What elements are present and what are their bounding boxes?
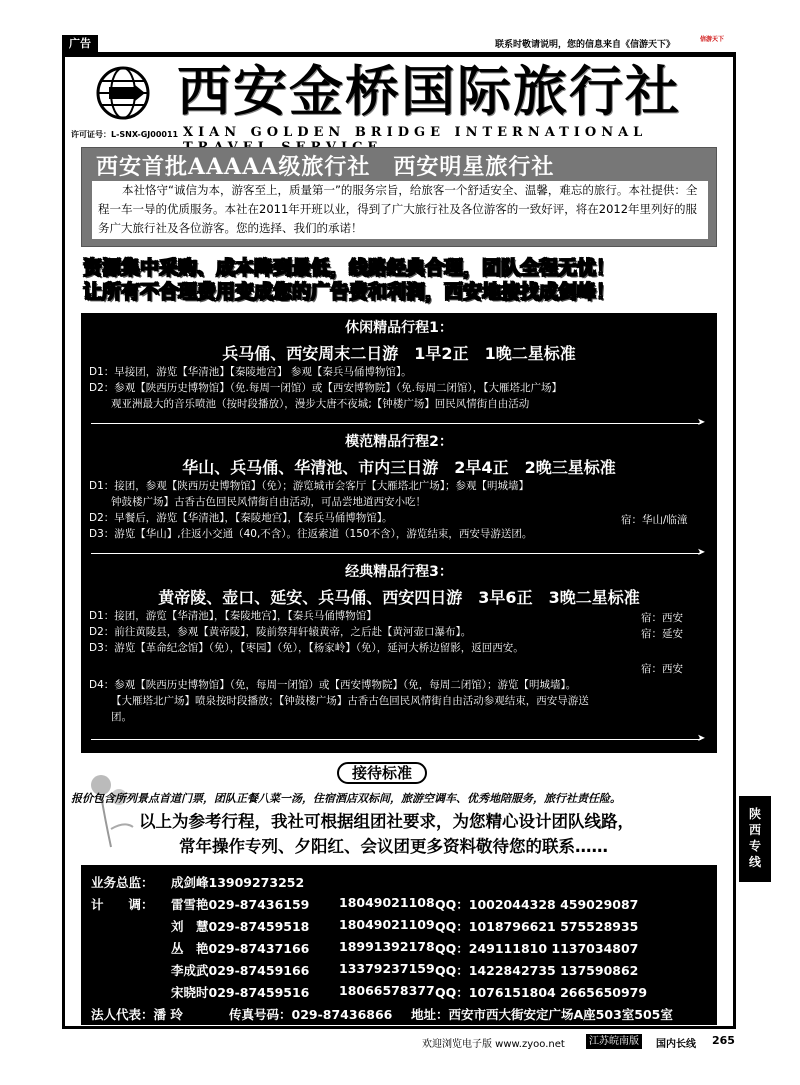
page-footer bbox=[380, 1034, 800, 1050]
trip3-line: 【大雁塔北广场】喷泉按时段播放；【钟鼓楼广场】古香古色回民风情街自由活动参观结束，西安导游送 bbox=[111, 695, 589, 707]
trip2-line: D3：游览【华山】,往返小交通（40,不含）。往返索道（150不含），游览结束，西安导游送团。 bbox=[89, 528, 533, 540]
planner-qq: QQ：1002044328 459029087 bbox=[435, 897, 639, 912]
trip3-section-title: 经典精品行程3： bbox=[345, 564, 453, 580]
director-label: 业务总监： bbox=[91, 875, 154, 890]
planner-mobile: 18066578377 bbox=[339, 983, 435, 998]
footer-section: 国内长线 bbox=[656, 1039, 696, 1050]
arrow-icon: ➤ bbox=[697, 547, 706, 558]
address: 地址：西安市西大街安定广场A座503室505室 bbox=[411, 1007, 673, 1022]
magazine-logo: 信游天下 bbox=[700, 36, 725, 43]
standard-text: 报价包含所列景点首道门票，团队正餐八菜一汤，住宿酒店双标间，旅游空调车、优秀地陪服务，旅行社责任险。 bbox=[71, 792, 621, 805]
director-contact: 成剑峰13909273252 bbox=[171, 875, 305, 890]
header bbox=[65, 57, 733, 149]
trip2-line: 钟鼓楼广场】古香古色回民风情街自由活动，可品尝地道西安小吃！ bbox=[111, 496, 426, 508]
planner-name-phone: 刘 慧029-87459518 bbox=[171, 919, 310, 934]
planner-mobile: 18049021108 bbox=[339, 895, 435, 910]
planner-name-phone: 雷雪艳029-87436159 bbox=[171, 897, 310, 912]
fax-number: 传真号码：029-87436866 bbox=[229, 1007, 393, 1022]
trip2-line: D1：接团，参观【陕西历史博物馆】（免）；游览城市会客厅【大雁塔北广场】；参观【明城墙】 bbox=[89, 480, 530, 492]
legal-rep: 法人代表：潘 玲 bbox=[91, 1007, 183, 1022]
trip3-line: D2：前往黄陵县，参观【黄帝陵】，陵前祭拜轩辕黄帝，之后赴【黄河壶口瀑布】。 bbox=[89, 626, 472, 638]
trip-divider bbox=[91, 553, 701, 554]
ad-frame bbox=[62, 54, 736, 1029]
section-side-tab bbox=[739, 796, 771, 882]
trip1-line: D1：早接团，游览【华清池】【秦陵地宫】 参观【秦兵马俑博物馆】。 bbox=[89, 366, 412, 378]
trip3-line: 团。 bbox=[111, 711, 132, 723]
footer-edition: 江苏皖南版 bbox=[586, 1034, 642, 1049]
planner-qq: QQ：1018796621 575528935 bbox=[435, 919, 639, 934]
trip3-line: D4：参观【陕西历史博物馆】（免，每周一闭馆）或【西安博物院】（免，每周二闭馆）；游览【明城墙】。 bbox=[89, 679, 577, 691]
trip2-section-title: 模范精品行程2： bbox=[345, 434, 453, 450]
side-tab-char: 专 bbox=[748, 839, 761, 853]
intro-paragraph: 本社恪守“诚信为本，游客至上，质量第一”的服务宗旨，给旅客一个舒适安全、温馨，难忘的旅行。本社提供：全程一车一导的优质服务。本社在2011年开班以业，得到了广大旅行社及各位游客的一致好评，将在2012年里列好的服务广大旅行社及各位游客。您的选择、我们的承诺！ bbox=[92, 181, 708, 239]
promo-line-2: 让所有不合理费用变成您的广告费和利润，西安地接找成剑峰！ bbox=[83, 281, 616, 303]
arrow-icon: ➤ bbox=[697, 733, 706, 744]
planner-mobile: 13379237159 bbox=[339, 961, 435, 976]
planner-label: 计 调： bbox=[91, 897, 154, 912]
footer-website: 欢迎浏览电子版 www.zyoo.net bbox=[422, 1039, 565, 1050]
side-tab-char: 陕 bbox=[748, 807, 761, 821]
itinerary-panel bbox=[81, 313, 717, 753]
source-note: 联系时敬请说明，您的信息来自《信游天下》 bbox=[495, 40, 676, 50]
slogan-box bbox=[81, 147, 717, 247]
trip2-route-title: 华山、兵马俑、华清池、市内三日游 2早4正 2晚三星标准 bbox=[182, 458, 616, 477]
globe-logo-icon bbox=[95, 65, 151, 121]
arrow-icon: ➤ bbox=[697, 417, 706, 428]
trip-divider bbox=[91, 739, 701, 740]
slogan-heading: 西安首批AAAAA级旅行社 西安明星旅行社 bbox=[96, 154, 555, 180]
trip3-route-title: 黄帝陵、壶口、延安、兵马俑、西安四日游 3早6正 3晚二星标准 bbox=[158, 588, 640, 607]
trip3-line: D3：游览【革命纪念馆】（免），【枣园】（免），【杨家岭】（免），延河大桥边留影，返回西安。 bbox=[89, 642, 524, 654]
trip-divider bbox=[91, 423, 701, 424]
reference-line-2: 常年操作专列、夕阳红、会议团更多资料敬待您的联系…… bbox=[179, 837, 608, 856]
trip1-line: D2：参观【陕西历史博物馆】（免.每周一闭馆）或【西安博物院】（免.每周二闭馆），【大雁塔北广场】 bbox=[89, 382, 562, 394]
trip3-stay: 宿：西安 bbox=[641, 663, 683, 675]
trip3-line: D1：接团，游览【华清池】，【秦陵地宫】，【秦兵马俑博物馆】 bbox=[89, 610, 377, 622]
planner-mobile: 18049021109 bbox=[339, 917, 435, 932]
trip1-line: 观亚洲最大的音乐喷池（按时段播放），漫步大唐不夜城;【钟楼广场】回民风情街自由活动 bbox=[111, 398, 530, 410]
planner-qq: QQ：1076151804 2665650979 bbox=[435, 985, 648, 1000]
planner-name-phone: 李成武029-87459166 bbox=[171, 963, 310, 978]
trip3-stay: 宿：西安 bbox=[641, 612, 683, 624]
planner-mobile: 18991392178 bbox=[339, 939, 435, 954]
trip3-stay: 宿：延安 bbox=[641, 628, 683, 640]
trip1-route-title: 兵马俑、西安周末二日游 1早2正 1晚二星标准 bbox=[222, 344, 576, 363]
page-number: 265 bbox=[712, 1034, 735, 1047]
trip2-stay: 宿：华山/临潼 bbox=[621, 514, 688, 526]
reference-line-1: 以上为参考行程，我社可根据组团社要求，为您精心设计团队线路， bbox=[139, 812, 634, 831]
standard-label: 接待标准 bbox=[337, 762, 427, 784]
license-number: 许可证号：L-SNX-GJ00011 bbox=[71, 130, 179, 139]
top-strip bbox=[0, 35, 800, 53]
english-name: XIAN GOLDEN BRIDGE INTERNATIONAL bbox=[183, 125, 648, 140]
planner-name-phone: 宋晓时029-87459516 bbox=[171, 985, 310, 1000]
ad-tag: 广告 bbox=[62, 35, 98, 53]
planner-name-phone: 丛 艳029-87437166 bbox=[171, 941, 310, 956]
side-tab-char: 线 bbox=[748, 855, 761, 869]
planner-qq: QQ：1422842735 137590862 bbox=[435, 963, 639, 978]
trip1-section-title: 休闲精品行程1： bbox=[345, 320, 453, 336]
side-tab-char: 西 bbox=[748, 823, 761, 837]
trip2-line: D2：早餐后，游览【华清池】，【秦陵地宫】，【秦兵马俑博物馆】。 bbox=[89, 512, 393, 524]
planner-qq: QQ：249111810 1137034807 bbox=[435, 941, 639, 956]
agency-title: 西安金桥国际旅行社 bbox=[177, 60, 681, 123]
flower-decoration-icon bbox=[81, 769, 141, 849]
contact-panel bbox=[81, 865, 717, 1025]
promo-line-1: 资源集中采购、成本降到最低，线路经典合理，团队全程无忧！ bbox=[83, 257, 616, 279]
reference-note bbox=[139, 809, 634, 859]
